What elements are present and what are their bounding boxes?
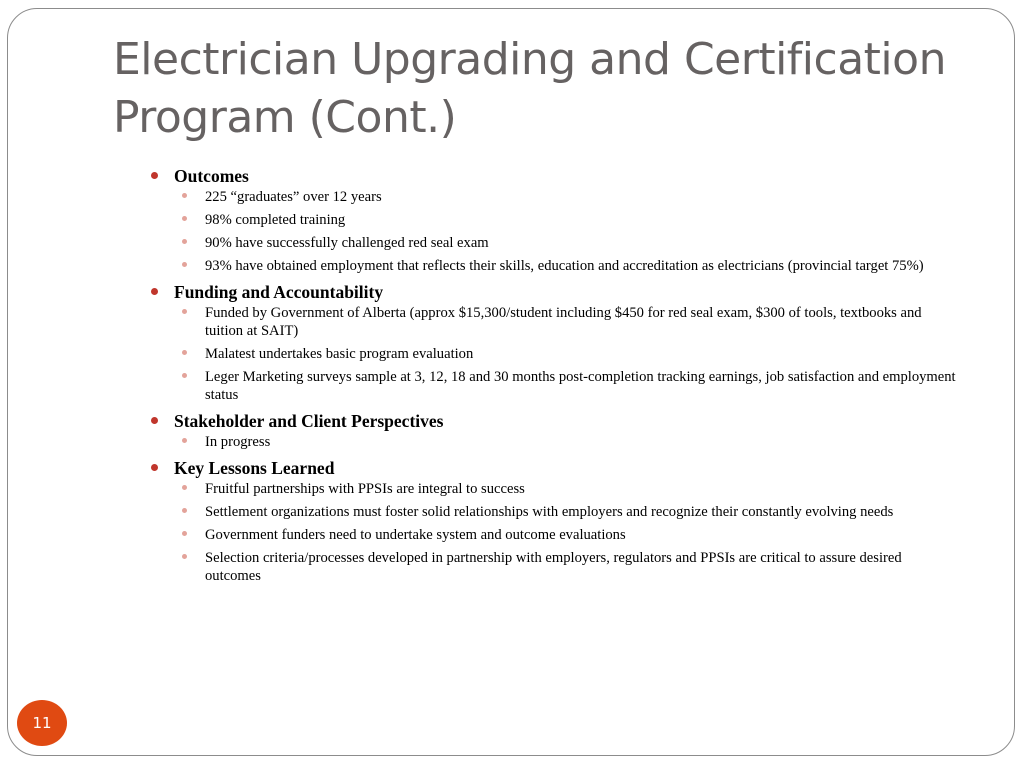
section-heading-text: Funding and Accountability xyxy=(174,282,384,302)
sub-bullet-icon xyxy=(182,554,187,559)
list-item-text: In progress xyxy=(205,434,271,450)
item-list xyxy=(148,188,958,275)
sub-bullet-icon xyxy=(182,262,187,267)
section-heading xyxy=(148,456,958,480)
section-list xyxy=(148,164,958,585)
bullet-icon xyxy=(151,417,158,424)
sub-bullet-icon xyxy=(182,309,187,314)
section-heading-text: Stakeholder and Client Perspectives xyxy=(174,411,444,431)
list-item xyxy=(148,188,958,206)
section-heading-text: Key Lessons Learned xyxy=(174,458,335,478)
list-item-text: Malatest undertakes basic program evaluation xyxy=(205,346,474,362)
section-funding-and-accountability xyxy=(148,280,958,404)
bullet-icon xyxy=(151,288,158,295)
page-number-badge xyxy=(17,700,67,746)
list-item-text: 90% have successfully challenged red seal exam xyxy=(205,235,489,251)
list-item xyxy=(148,257,958,275)
sub-bullet-icon xyxy=(182,373,187,378)
bullet-icon xyxy=(151,464,158,471)
list-item xyxy=(148,234,958,252)
sub-bullet-icon xyxy=(182,508,187,513)
page-number: 11 xyxy=(32,714,52,732)
section-heading xyxy=(148,164,958,188)
section-outcomes xyxy=(148,164,958,275)
section-heading xyxy=(148,409,958,433)
section-stakeholder-and-client-perspectives xyxy=(148,409,958,451)
sub-bullet-icon xyxy=(182,438,187,443)
bullet-icon xyxy=(151,172,158,179)
sub-bullet-icon xyxy=(182,350,187,355)
item-list xyxy=(148,304,958,404)
item-list xyxy=(148,480,958,585)
list-item xyxy=(148,368,958,404)
list-item-text: Selection criteria/processes developed in partnership with employers, regulators and PPSIs are critical to assure desired outcomes xyxy=(205,550,902,584)
sub-bullet-icon xyxy=(182,485,187,490)
item-list xyxy=(148,433,958,451)
list-item-text: Government funders need to undertake system and outcome evaluations xyxy=(205,527,626,543)
list-item xyxy=(148,433,958,451)
section-heading xyxy=(148,280,958,304)
list-item-text: 225 “graduates” over 12 years xyxy=(205,189,382,205)
list-item-text: 93% have obtained employment that reflects their skills, education and accreditation as electricians (provincial target 75%) xyxy=(205,258,924,274)
list-item xyxy=(148,480,958,498)
sub-bullet-icon xyxy=(182,239,187,244)
list-item-text: Leger Marketing surveys sample at 3, 12, 18 and 30 months post-completion tracking earnings, job satisfaction and employment status xyxy=(205,369,956,403)
list-item xyxy=(148,304,958,340)
slide-title: Electrician Upgrading and Certification Program (Cont.) xyxy=(113,34,946,143)
sub-bullet-icon xyxy=(182,531,187,536)
section-heading-text: Outcomes xyxy=(174,166,249,186)
list-item-text: Fruitful partnerships with PPSIs are integral to success xyxy=(205,481,525,497)
list-item xyxy=(148,549,958,585)
section-key-lessons-learned xyxy=(148,456,958,585)
list-item-text: Funded by Government of Alberta (approx $15,300/student including $450 for red seal exam, $300 of tools, textbooks and tuition at SAIT) xyxy=(205,305,922,339)
list-item xyxy=(148,526,958,544)
list-item xyxy=(148,211,958,229)
slide-content xyxy=(148,163,958,590)
sub-bullet-icon xyxy=(182,216,187,221)
list-item-text: Settlement organizations must foster solid relationships with employers and recognize their constantly evolving needs xyxy=(205,504,894,520)
sub-bullet-icon xyxy=(182,193,187,198)
list-item-text: 98% completed training xyxy=(205,212,346,228)
list-item xyxy=(148,503,958,521)
list-item xyxy=(148,345,958,363)
